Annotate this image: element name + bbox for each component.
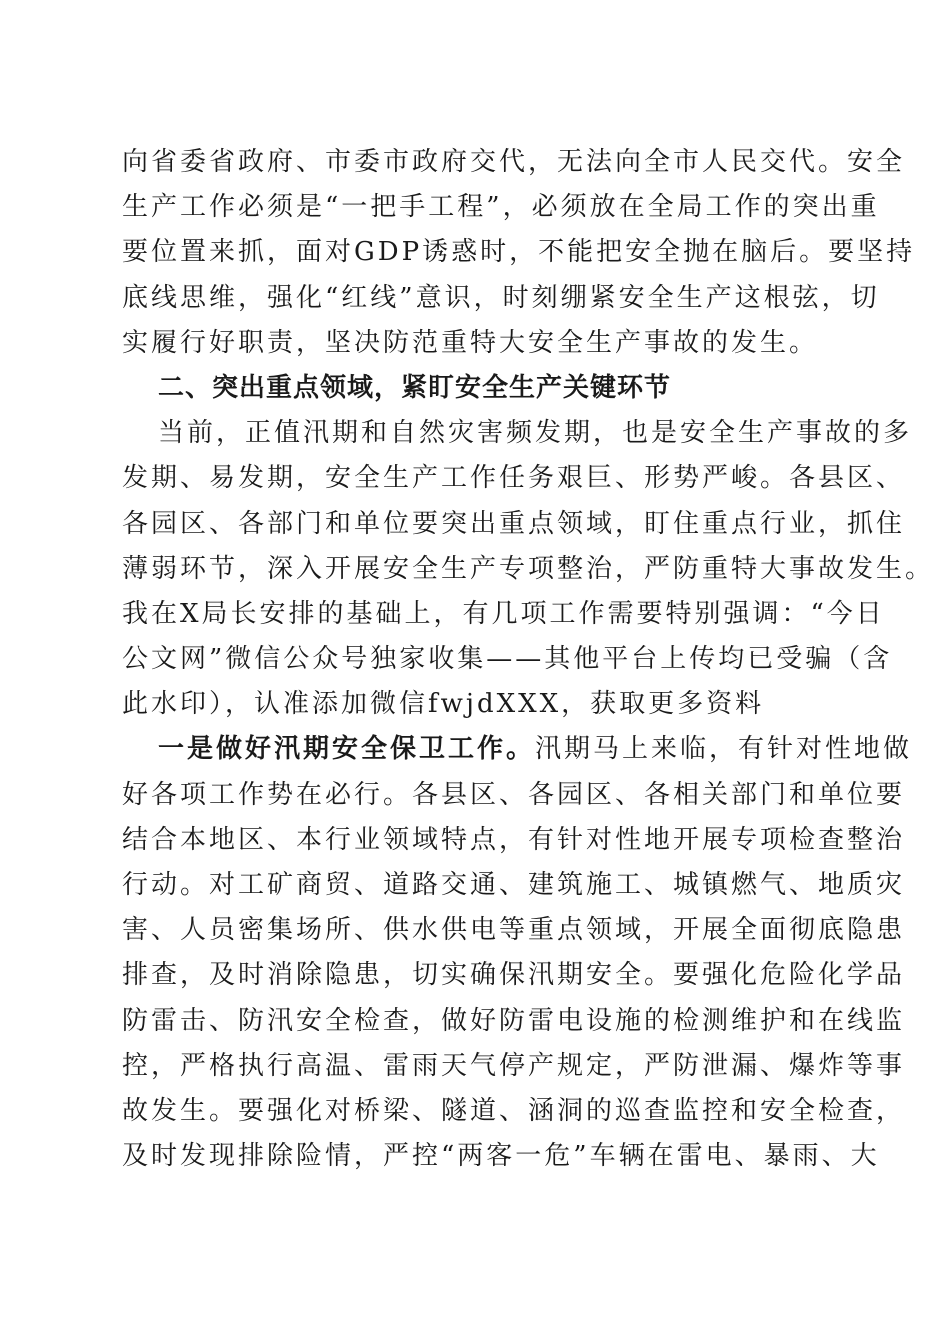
text-run: 汛期马上来临，有针对性地做: [535, 734, 913, 765]
text-line: 行动。对工矿商贸、道路交通、建筑施工、城镇燃气、地质灾: [122, 870, 906, 900]
text-line: 底线思维，强化“红线”意识，时刻绷紧安全生产这根弦，切: [122, 282, 880, 313]
text-line: 生产工作必须是“一把手工程”，必须放在全局工作的突出重: [122, 192, 880, 223]
text-line: 实履行好职责，坚决防范重特大安全生产事故的发生。: [122, 327, 819, 358]
text-line: 好各项工作势在必行。各县区、各园区、各相关部门和单位要: [122, 779, 906, 810]
text-line: 排查，及时消除隐患，切实确保汛期安全。要强化危险化学品: [122, 960, 906, 991]
text-line: 各园区、各部门和单位要突出重点领域，盯住重点行业，抓住: [122, 508, 906, 539]
text-line: 公文网”微信公众号独家收集——其他平台上传均已受骗（含: [122, 644, 893, 675]
text-line: 薄弱环节，深入开展安全生产专项整治，严防重特大事故发生。: [122, 553, 935, 584]
text-line: 故发生。要强化对桥梁、隧道、涵洞的巡查监控和安全检查，: [122, 1095, 906, 1126]
paragraph-2: [122, 411, 935, 727]
text-line: 及时发现排除险情，严控“两客一危”车辆在雷电、暴雨、大: [122, 1141, 880, 1172]
paragraph-3: [122, 727, 913, 1179]
text-line: [122, 727, 913, 772]
text-line: 向省委省政府、市委市政府交代，无法向全市人民交代。安全: [122, 147, 906, 177]
paragraph-lead: 一是做好汛期安全保卫工作。: [158, 734, 536, 765]
text-line: 害、人员密集场所、供水供电等重点领域，开展全面彻底隐患: [122, 915, 906, 946]
text-line: 此水印），认准添加微信fwjdXXX，获取更多资料: [122, 689, 765, 720]
text-line: 发期、易发期，安全生产工作任务艰巨、形势严峻。各县区、: [122, 463, 906, 494]
document-body: [122, 140, 935, 1179]
text-line: 防雷击、防汛安全检查，做好防雷电设施的检测维护和在线监: [122, 1005, 906, 1036]
text-line: 当前，正值汛期和自然灾害频发期，也是安全生产事故的多: [158, 418, 913, 449]
text-line: 控，严格执行高温、雷雨天气停产规定，严防泄漏、爆炸等事: [122, 1050, 906, 1081]
text-line: 要位置来抓，面对GDP诱惑时，不能把安全抛在脑后。要坚持: [122, 237, 916, 268]
paragraph-1: [122, 140, 916, 366]
section-heading: 二、突出重点领域，紧盯安全生产关键环节: [158, 372, 672, 403]
text-line: 我在X局长安排的基础上，有几项工作需要特别强调：“今日: [122, 598, 885, 629]
text-line: 结合本地区、本行业领域特点，有针对性地开展专项检查整治: [122, 824, 906, 855]
